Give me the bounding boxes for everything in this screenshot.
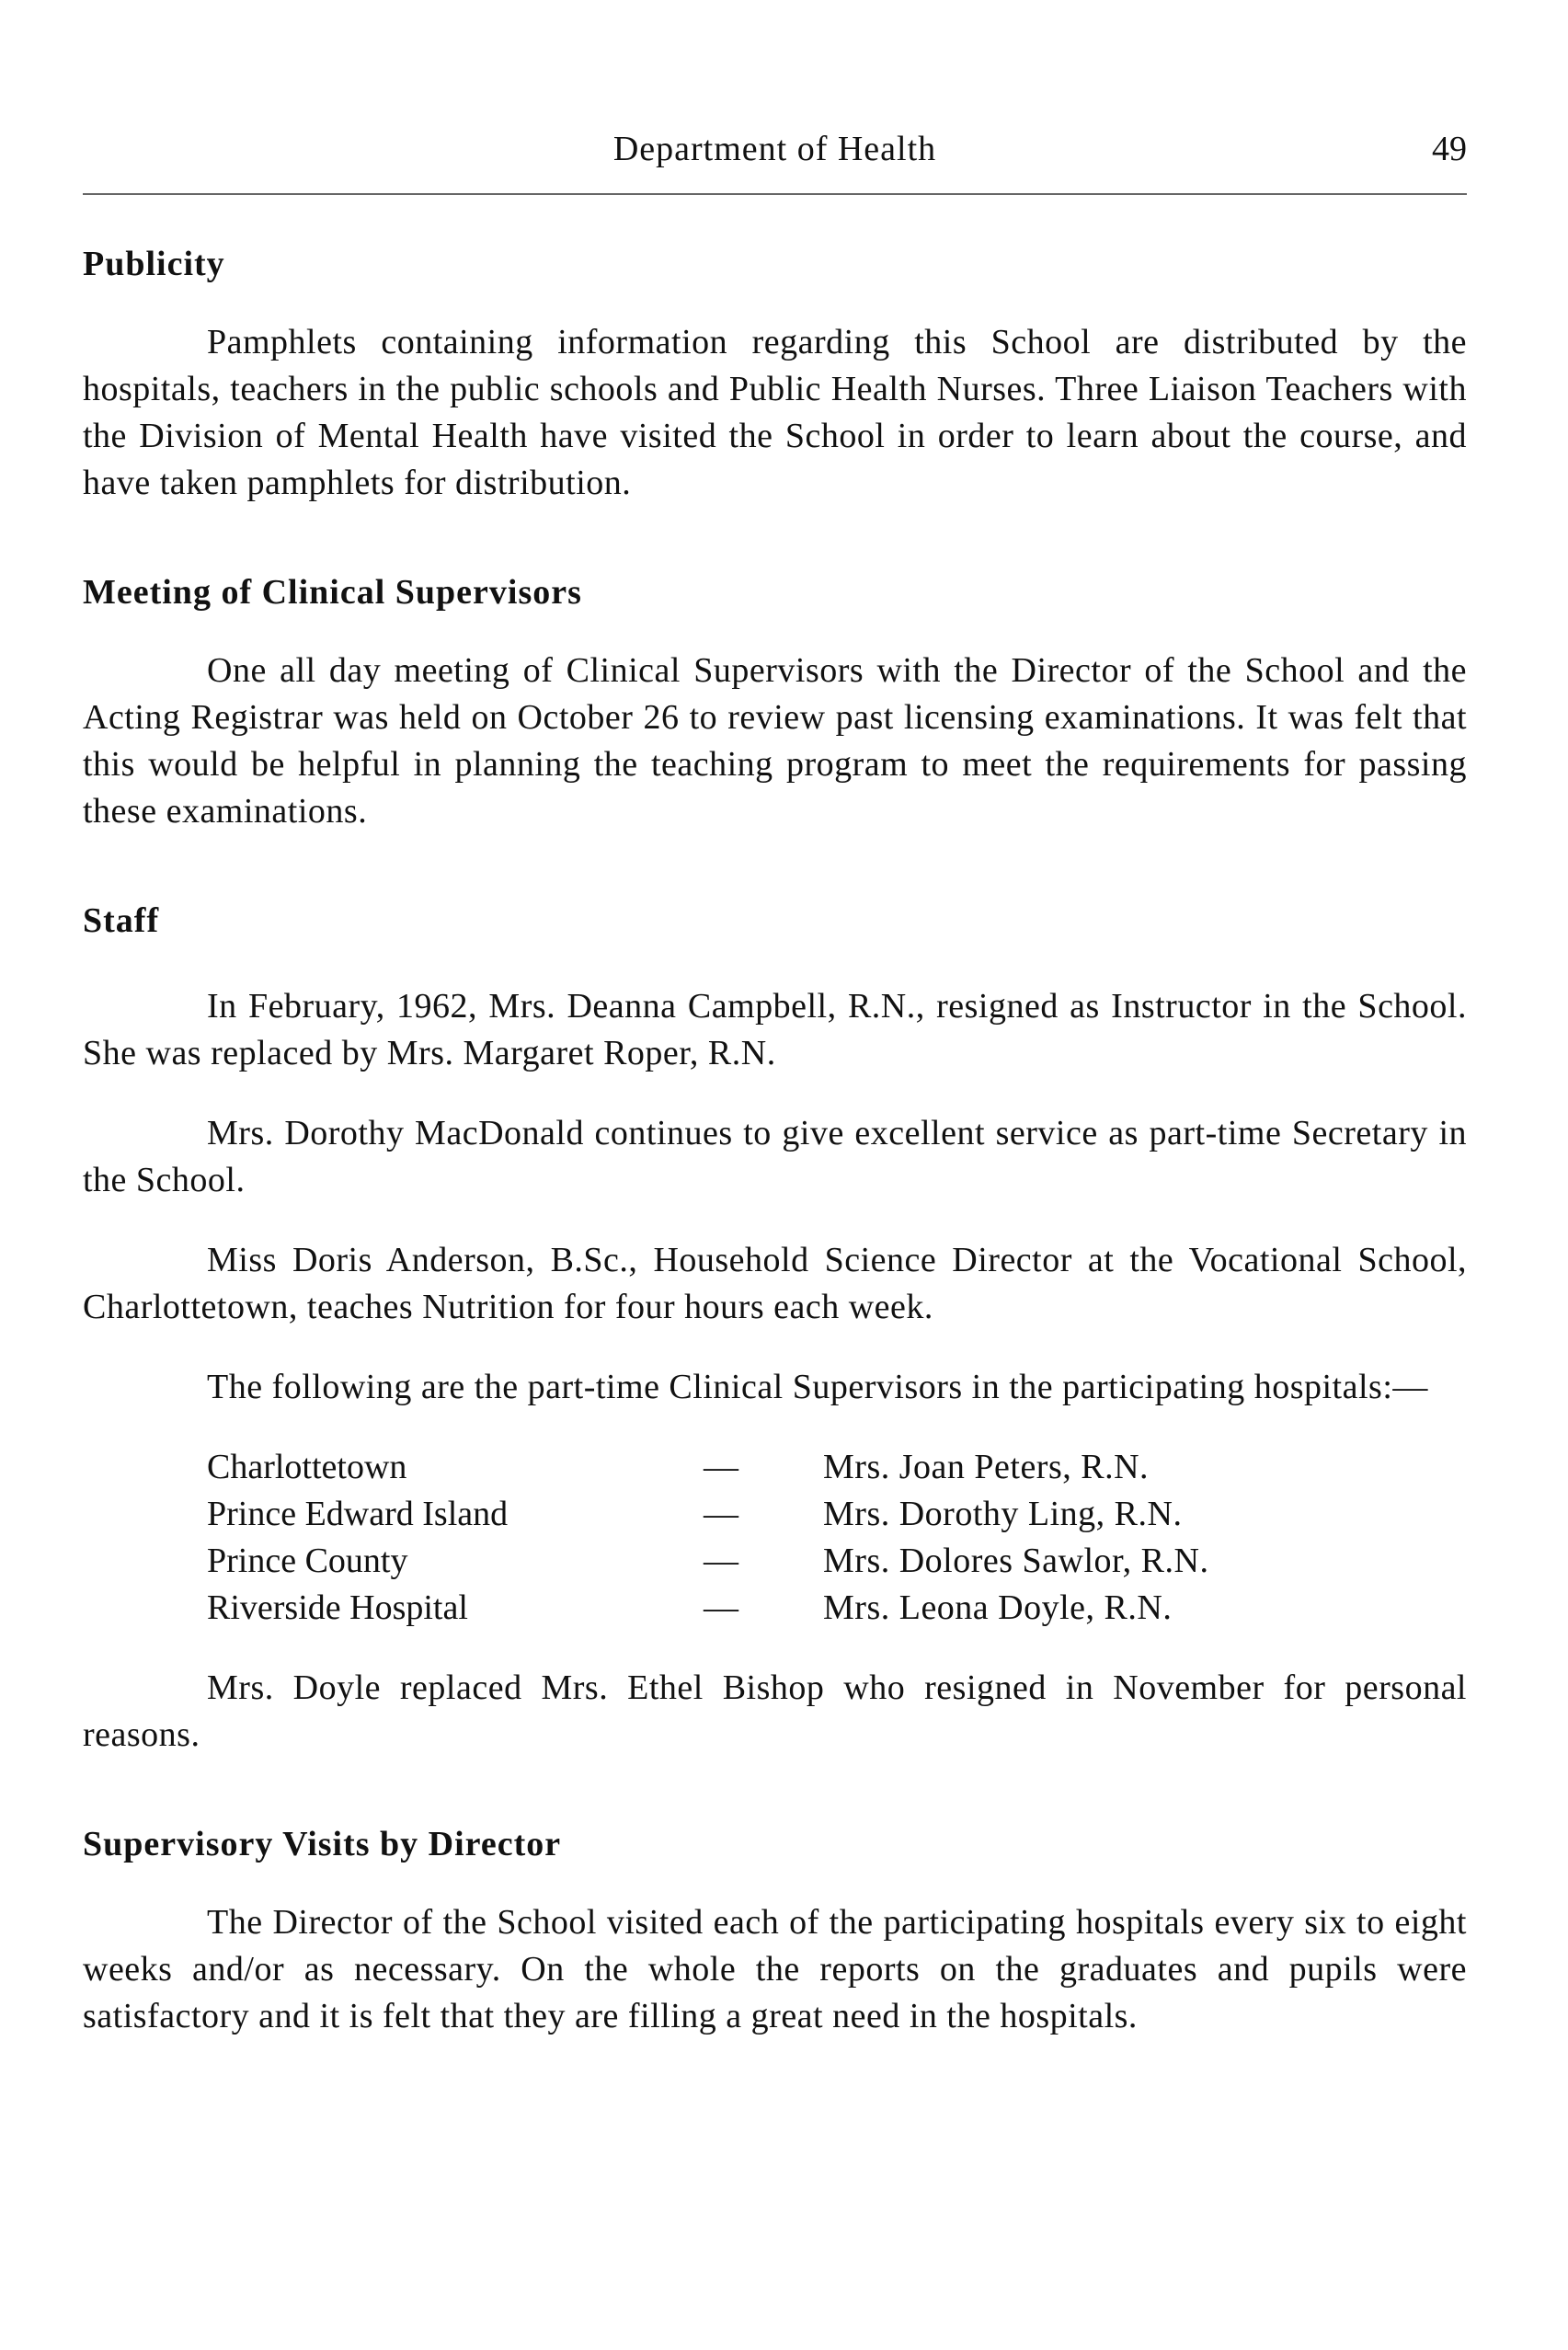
page-content [83, 241, 1467, 2103]
table-row [207, 1585, 1208, 1632]
hospital-name: Prince County [207, 1542, 408, 1580]
header-rule [83, 193, 1467, 195]
section-heading: Publicity [83, 245, 225, 283]
supervisor-name: Mrs. Joan Peters, R.N. [823, 1448, 1150, 1486]
section-heading: Supervisory Visits by Director [83, 1825, 562, 1863]
header-title: Department of Health [612, 130, 937, 168]
table-row [207, 1491, 1208, 1538]
supervisor-name: Mrs. Dolores Sawlor, R.N. [823, 1542, 1209, 1580]
paragraph: The Director of the School visited each of the participating hospitals every six to eight weeks and/or as necessary. On the whole the reports on the graduates and pupils were satisfactory and it is felt that they are filling a great need in the hospitals. [83, 1903, 1467, 2035]
section-meeting [83, 569, 1467, 835]
dash-separator: — [704, 1588, 738, 1627]
dash-separator: — [704, 1448, 738, 1486]
section-publicity [83, 241, 1467, 507]
section-supervisory-visits [83, 1821, 1467, 2040]
running-header [83, 129, 1467, 184]
paragraph: One all day meeting of Clinical Supervisors with the Director of the School and the Acting Registrar was held on October 26 to review past licensing examinations. It was felt that this would be helpful in planning the teaching program to meet the requirements for passing these examinations. [83, 651, 1467, 831]
hospital-name: Riverside Hospital [207, 1588, 468, 1627]
page-number: 49 [1432, 130, 1467, 168]
dash-separator: — [704, 1495, 738, 1533]
section-staff [83, 898, 1467, 1759]
table-row [207, 1538, 1208, 1585]
paragraph: The following are the part-time Clinical Supervisors in the participating hospitals:— [207, 1368, 1428, 1406]
paragraph: Mrs. Doyle replaced Mrs. Ethel Bishop who resigned in November for personal reasons. [83, 1668, 1467, 1754]
section-heading: Meeting of Clinical Supervisors [83, 573, 582, 612]
paragraph: Pamphlets containing information regarding this School are distributed by the hospitals, teachers in the public schools and Public Health Nurses. Three Liaison Teachers with the Division of Mental Health have visited the School in order to learn about the course, and have taken pamphlets for distribution. [83, 323, 1467, 502]
paragraph: Miss Doris Anderson, B.Sc., Household Science Director at the Vocational School, Charlottetown, teaches Nutrition for four hours each week. [83, 1241, 1467, 1326]
paragraph: Mrs. Dorothy MacDonald continues to give excellent service as part-time Secretary in the School. [83, 1114, 1467, 1199]
hospital-name: Charlottetown [207, 1448, 407, 1486]
section-heading: Staff [83, 901, 160, 940]
paragraph: In February, 1962, Mrs. Deanna Campbell, R.N., resigned as Instructor in the School. She was replaced by Mrs. Margaret Roper, R.N. [83, 987, 1467, 1072]
supervisor-name: Mrs. Leona Doyle, R.N. [823, 1588, 1173, 1627]
supervisor-name: Mrs. Dorothy Ling, R.N. [823, 1495, 1183, 1533]
table-row [207, 1444, 1208, 1491]
hospital-name: Prince Edward Island [207, 1495, 509, 1533]
supervisors-table [207, 1444, 1208, 1632]
dash-separator: — [704, 1542, 738, 1580]
